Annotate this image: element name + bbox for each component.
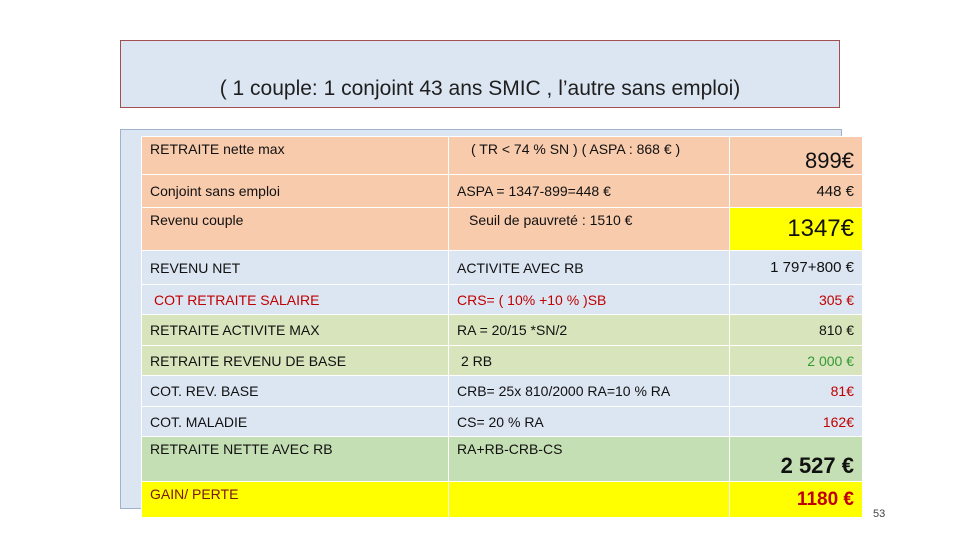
- slide-title: ( 1 couple: 1 conjoint 43 ans SMIC , l’autre sans emploi): [219, 77, 741, 100]
- table-row-revenu-net: [142, 251, 863, 285]
- page-number: 53: [873, 508, 886, 520]
- row-label: REVENU NET: [142, 251, 449, 285]
- row-formula: CRS= ( 10% +10 % )SB: [449, 285, 730, 315]
- table-row-cot-maladie: [142, 407, 863, 437]
- row-value: 162€: [730, 407, 863, 437]
- title-box: [120, 40, 840, 108]
- row-formula: RA = 20/15 *SN/2: [449, 315, 730, 346]
- retirement-table: [141, 136, 863, 518]
- table-row-cot-rev-base: [142, 376, 863, 407]
- row-value: 2 000 €: [730, 346, 863, 376]
- table-row-gain-perte: [142, 482, 863, 518]
- row-value: 2 527 €: [730, 437, 863, 482]
- table-row-conjoint: [142, 175, 863, 208]
- row-value: 810 €: [730, 315, 863, 346]
- row-value: 305 €: [730, 285, 863, 315]
- row-value: 1347€: [730, 208, 863, 251]
- table-row-retraite-nette-rb: [142, 437, 863, 482]
- row-formula: ASPA = 1347-899=448 €: [449, 175, 730, 208]
- row-label: GAIN/ PERTE: [142, 482, 449, 518]
- row-label: RETRAITE NETTE AVEC RB: [142, 437, 449, 482]
- row-value: 1180 €: [730, 482, 863, 518]
- row-formula: CRB= 25x 810/2000 RA=10 % RA: [449, 376, 730, 407]
- table-row-retraite-activite: [142, 315, 863, 346]
- table-row-cot-retraite: [142, 285, 863, 315]
- row-formula: ( TR < 74 % SN ) ( ASPA : 868 € ): [449, 137, 730, 175]
- table-row-retraite-revenu-base: [142, 346, 863, 376]
- row-formula: CS= 20 % RA: [449, 407, 730, 437]
- row-label: COT RETRAITE SALAIRE: [142, 285, 449, 315]
- row-formula: [449, 482, 730, 518]
- table-row-retraite-nette-max: [142, 137, 863, 175]
- row-value: 81€: [730, 376, 863, 407]
- row-formula: Seuil de pauvreté : 1510 €: [449, 208, 730, 251]
- row-label: Conjoint sans emploi: [142, 175, 449, 208]
- row-label: RETRAITE ACTIVITE MAX: [142, 315, 449, 346]
- table-row-revenu-couple: [142, 208, 863, 251]
- row-formula: ACTIVITE AVEC RB: [449, 251, 730, 285]
- row-label: Revenu couple: [142, 208, 449, 251]
- row-formula: 2 RB: [449, 346, 730, 376]
- row-label: COT. REV. BASE: [142, 376, 449, 407]
- row-label: RETRAITE REVENU DE BASE: [142, 346, 449, 376]
- row-formula: RA+RB-CRB-CS: [449, 437, 730, 482]
- row-value: 899€: [730, 137, 863, 175]
- row-value: 448 €: [730, 175, 863, 208]
- row-label: RETRAITE nette max: [142, 137, 449, 175]
- row-label: COT. MALADIE: [142, 407, 449, 437]
- row-value: 1 797+800 €: [730, 251, 863, 285]
